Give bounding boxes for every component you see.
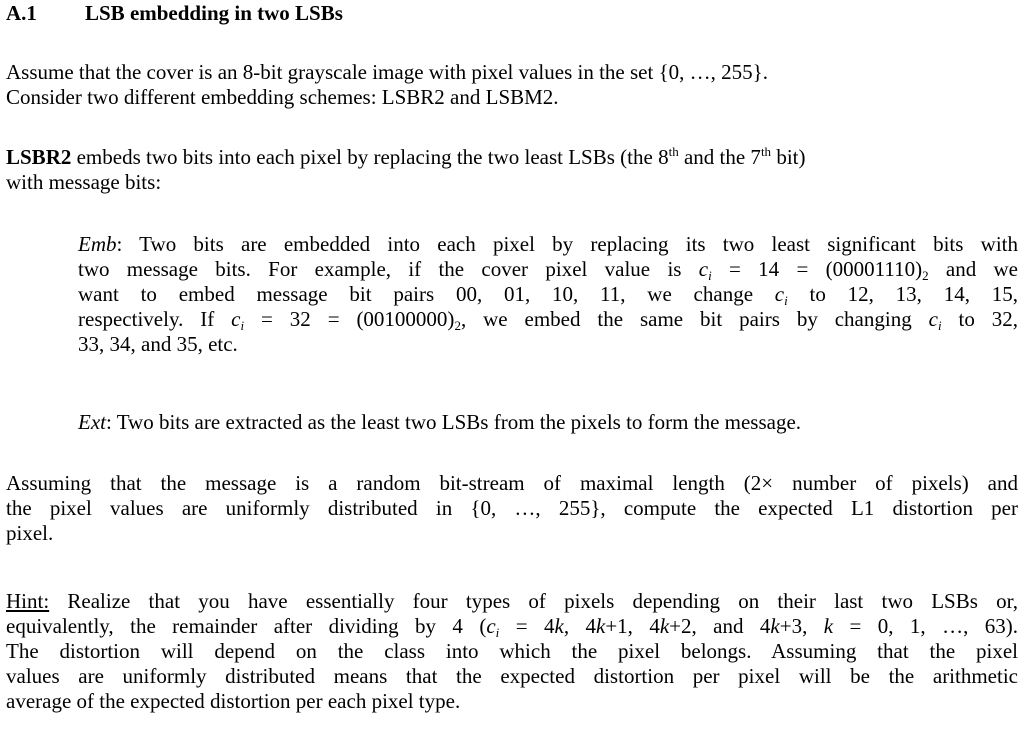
lsbr2-text-a: embeds two bits into each pixel by replacing the two least LSBs (the 8 bbox=[71, 145, 669, 169]
subscript-2: 2 bbox=[922, 268, 929, 283]
emb-line-1 bbox=[78, 232, 1018, 257]
emb-text-2c: and we bbox=[928, 257, 1018, 281]
hint-text-2g: = 0, 1, …, 63). bbox=[833, 614, 1019, 638]
emb-text-4d: to 32, bbox=[941, 307, 1019, 331]
hint-text-2a: equivalently, the remainder after dividing by 4 ( bbox=[6, 614, 487, 638]
var-i: i bbox=[495, 625, 500, 640]
section-number: A.1 bbox=[6, 1, 37, 25]
hint-paragraph bbox=[6, 589, 1018, 714]
hint-text-2c: , 4 bbox=[563, 614, 596, 638]
hint-label: Hint: bbox=[6, 589, 50, 613]
assume-paragraph bbox=[6, 471, 1018, 546]
emb-text-2a: two message bits. For example, if the cover pixel value is bbox=[78, 257, 699, 281]
section-title: LSB embedding in two LSBs bbox=[85, 1, 343, 25]
emb-line-5: 33, 34, and 35, etc. bbox=[78, 332, 238, 356]
assume-line-1: Assuming that the message is a random bit-stream of maximal length (2× number of pixels) and bbox=[6, 471, 1018, 495]
ext-label: Ext bbox=[78, 410, 106, 434]
var-c: c bbox=[698, 257, 709, 281]
ext-text: : Two bits are extracted as the least two LSBs from the pixels to form the message. bbox=[105, 410, 802, 434]
var-c: c bbox=[928, 307, 938, 331]
hint-text-1: Realize that you have essentially four types of pixels depending on their last two LSBs or, bbox=[49, 589, 1018, 613]
var-i: i bbox=[708, 268, 712, 283]
section-heading bbox=[6, 1, 343, 26]
lsbr2-text-b: and the 7 bbox=[678, 145, 761, 169]
lsbr2-term: LSBR2 bbox=[6, 145, 72, 169]
emb-label: Emb bbox=[78, 232, 117, 256]
lsbr2-line-1 bbox=[6, 145, 1018, 170]
emb-text-1: : Two bits are embedded into each pixel by replacing its two least significant bits with bbox=[116, 232, 1018, 256]
emb-line-3 bbox=[78, 282, 1018, 307]
var-i: i bbox=[784, 293, 788, 308]
var-k: k bbox=[823, 614, 834, 638]
var-i: i bbox=[937, 318, 942, 333]
intro-line-1: Assume that the cover is an 8-bit grayscale image with pixel values in the set {0, …, 255}. bbox=[6, 60, 768, 84]
hint-text-2d: +1, 4 bbox=[605, 614, 660, 638]
var-c: c bbox=[231, 307, 241, 331]
ext-paragraph bbox=[78, 410, 1018, 435]
superscript-th-2: th bbox=[760, 144, 772, 159]
var-i: i bbox=[240, 318, 245, 333]
emb-text-2b: = 14 = (00001110) bbox=[711, 257, 923, 281]
hint-line-4: values are uniformly distributed means that the expected distortion per pixel will be the arithmetic bbox=[6, 664, 1018, 688]
hint-line-1 bbox=[6, 589, 1018, 614]
var-c: c bbox=[774, 282, 785, 306]
hint-text-2b: = 4 bbox=[499, 614, 555, 638]
hint-text-2f: +3, bbox=[779, 614, 824, 638]
hint-line-3: The distortion will depend on the class into which the pixel belongs. Assuming that the pixel bbox=[6, 639, 1018, 663]
intro-line-2: Consider two different embedding schemes: LSBR2 and LSBM2. bbox=[6, 85, 559, 109]
emb-line-2 bbox=[78, 257, 1018, 282]
ext-line bbox=[78, 410, 1018, 435]
emb-line-4 bbox=[78, 307, 1018, 332]
var-k: k bbox=[659, 614, 670, 638]
emb-text-4b: = 32 = (00100000) bbox=[244, 307, 455, 331]
assume-line-3: pixel. bbox=[6, 521, 54, 545]
var-k: k bbox=[595, 614, 606, 638]
assume-line-2: the pixel values are uniformly distributed in {0, …, 255}, compute the expected L1 distortion per bbox=[6, 496, 1018, 520]
var-k: k bbox=[770, 614, 780, 638]
emb-text-3a: want to embed message bit pairs 00, 01, 10, 11, we change bbox=[78, 282, 775, 306]
emb-paragraph bbox=[78, 232, 1018, 357]
emb-text-4c: , we embed the same bit pairs by changing bbox=[460, 307, 929, 331]
hint-line-2 bbox=[6, 614, 1018, 639]
hint-line-5: average of the expected distortion per each pixel type. bbox=[6, 689, 461, 713]
emb-text-4a: respectively. If bbox=[78, 307, 232, 331]
emb-text-3b: to 12, 13, 14, 15, bbox=[787, 282, 1018, 306]
intro-paragraph bbox=[6, 60, 1018, 110]
lsbr2-line-2: with message bits: bbox=[6, 170, 162, 194]
lsbr2-text-c: bit) bbox=[771, 145, 806, 169]
var-k: k bbox=[554, 614, 564, 638]
var-c: c bbox=[486, 614, 496, 638]
subscript-2: 2 bbox=[454, 318, 461, 333]
superscript-th-1: th bbox=[668, 144, 679, 159]
lsbr2-paragraph bbox=[6, 145, 1018, 195]
hint-text-2e: +2, and 4 bbox=[669, 614, 771, 638]
